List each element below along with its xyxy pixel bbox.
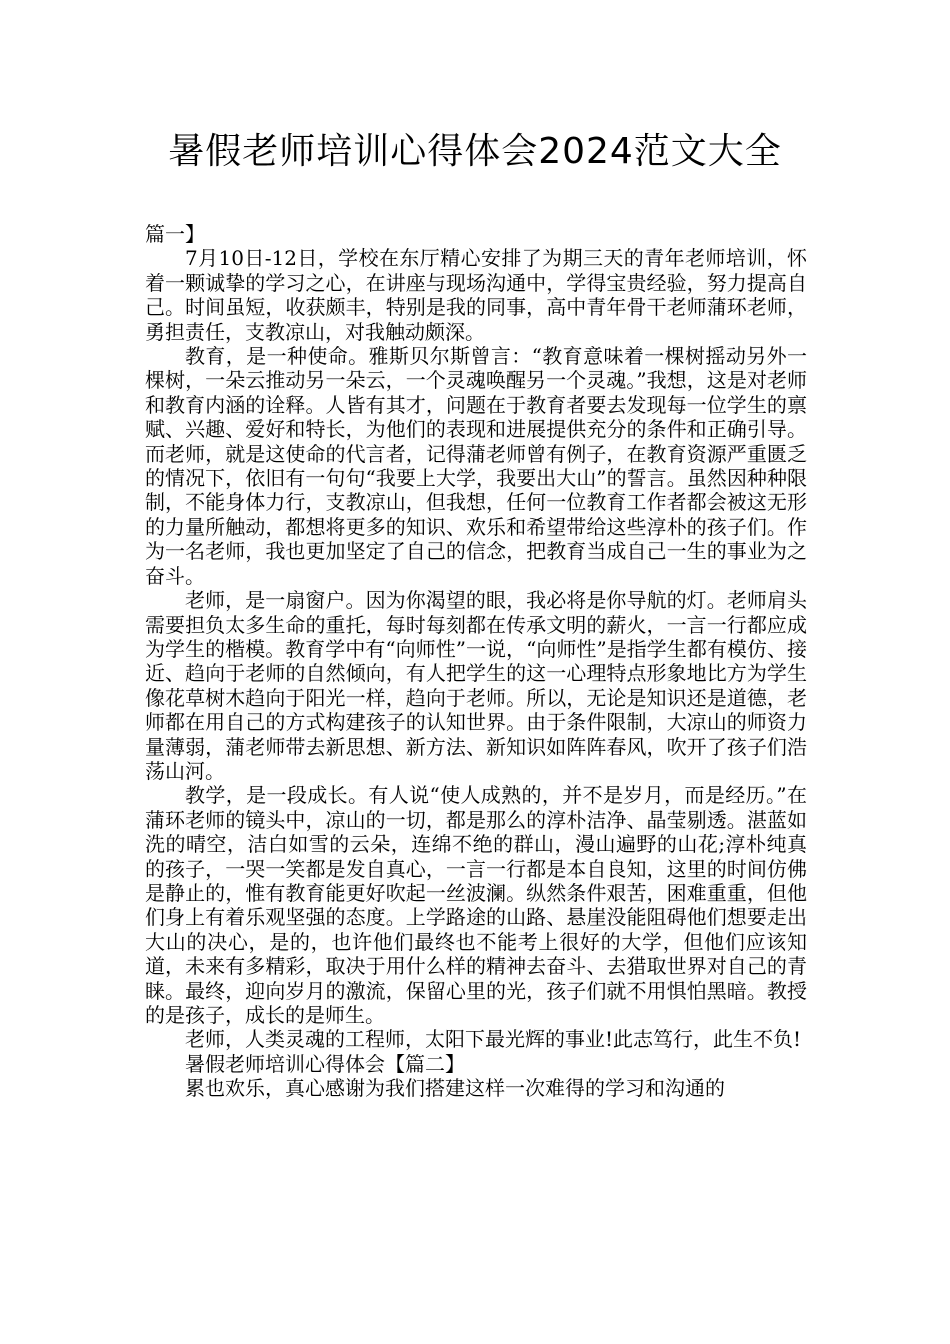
document-body — [145, 222, 807, 1101]
paragraph: 7月10日-12日，学校在东厅精心安排了为期三天的青年老师培训，怀着一颗诚挚的学习之心，在讲座与现场沟通中，学得宝贵经验，努力提高自己。时间虽短，收获颇丰，特别是我的同事，高中青年骨干老师蒲环老师，勇担责任，支教凉山，对我触动颇深。 — [145, 246, 807, 344]
paragraph: 老师，是一扇窗户。因为你渴望的眼，我必将是你导航的灯。老师肩头需要担负太多生命的重托，每时每刻都在传承文明的薪火，一言一行都应成为学生的楷模。教育学中有“向师性”一说，“向师性”是指学生都有模仿、接近、趋向于老师的自然倾向，有人把学生的这一心理特点形象地比方为学生像花草树木趋向于阳光一样，趋向于老师。所以，无论是知识还是道德，老师都在用自己的方式构建孩子的认知世界。由于条件限制，大凉山的师资力量薄弱，蒲老师带去新思想、新方法、新知识如阵阵春风，吹开了孩子们浩荡山河。 — [145, 588, 807, 783]
section-label: 篇一】 — [145, 222, 205, 246]
paragraph: 教学，是一段成长。有人说“使人成熟的，并不是岁月，而是经历。”在蒲环老师的镜头中，凉山的一切，都是那么的淳朴洁净、晶莹剔透。湛蓝如洗的晴空，洁白如雪的云朵，连绵不绝的群山，漫山遍野的山花;淳朴纯真的孩子，一哭一笑都是发自真心，一言一行都是本自良知，这里的时间仿佛是静止的，惟有教育能更好吹起一丝波澜。纵然条件艰苦，困难重重，但他们身上有着乐观坚强的态度。上学路途的山路、悬崖没能阻碍他们想要走出大山的决心，是的，也许他们最终也不能考上很好的大学，但他们应该知道，未来有多精彩，取决于用什么样的精神去奋斗、去猎取世界对自己的青睐。最终，迎向岁月的激流，保留心里的光，孩子们就不用惧怕黑暗。教授的是孩子，成长的是师生。 — [145, 783, 807, 1027]
paragraph: 教育，是一种使命。雅斯贝尔斯曾言：“教育意味着一棵树摇动另外一棵树，一朵云推动另一朵云，一个灵魂唤醒另一个灵魂。”我想，这是对老师和教育内涵的诠释。人皆有其才，问题在于教育者要去发现每一位学生的禀赋、兴趣、爱好和特长，为他们的表现和进展提供充分的条件和正确引导。而老师，就是这使命的代言者，记得蒲老师曾有例子，在教育资源严重匮乏的情况下，依旧有一句句“我要上大学，我要出大山”的誓言。虽然因种种限制，不能身体力行，支教凉山，但我想，任何一位教育工作者都会被这无形的力量所触动，都想将更多的知识、欢乐和希望带给这些淳朴的孩子们。作为一名老师，我也更加坚定了自己的信念，把教育当成自己一生的事业为之奋斗。 — [145, 344, 807, 588]
section-heading: 暑假老师培训心得体会【篇二】 — [185, 1051, 465, 1076]
paragraph: 累也欢乐，真心感谢为我们搭建这样一次难得的学习和沟通的 — [185, 1076, 725, 1101]
document-title: 暑假老师培训心得体会2024范文大全 — [168, 131, 782, 172]
paragraph: 老师，人类灵魂的工程师，太阳下最光辉的事业!此志笃行，此生不负! — [185, 1027, 802, 1052]
